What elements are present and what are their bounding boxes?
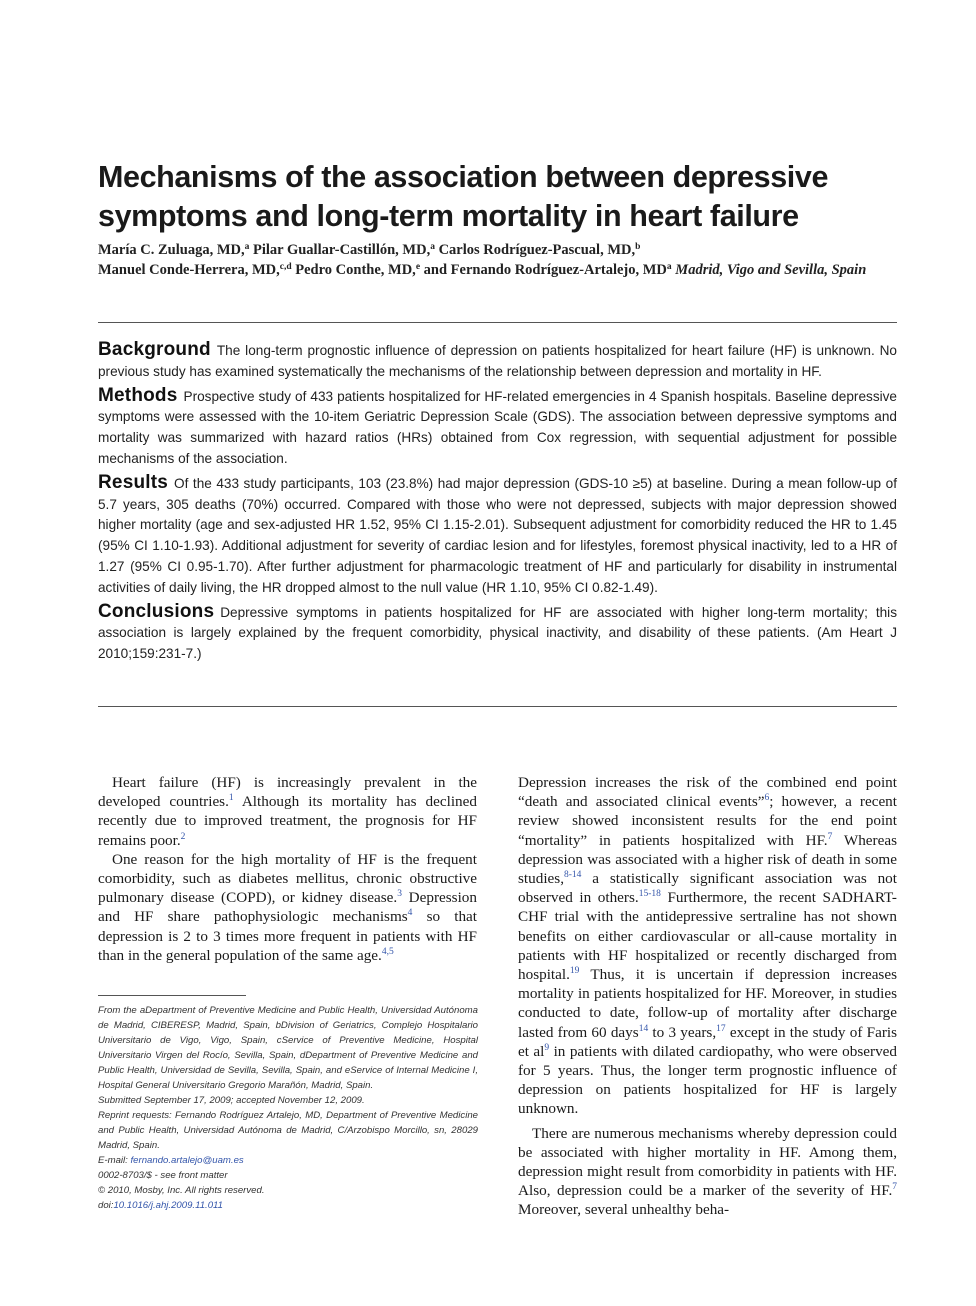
body-text: One reason for the high mortality of HF is the frequent comorbidity, such as diabetes mellitus, chronic obstructive pulmonary disease (COPD), or kidney disease. [98,850,477,907]
citation-link[interactable]: 7 [827,831,833,842]
affiliation-mark: b [635,242,641,252]
email-note [98,1153,478,1168]
body-text: Heart failure (HF) is increasingly prevalent in the developed countries. [98,774,477,811]
issn-note: 0002-8703/$ - see front matter [98,1170,228,1181]
doi-label: doi: [98,1200,114,1211]
body-text: Thus, it is uncertain if depression increases mortality in patients hospitalized for HF. Moreover, in studies conducted to date, follow-up of mortality after discharge lasted from 60 days [518,966,897,1041]
citation-link[interactable]: 6 [764,793,770,804]
abstract-conclusions [98,602,897,665]
abstract-bottom-rule [98,706,897,707]
body-column-left [98,773,477,965]
affiliation-mark: a [430,242,435,252]
abstract [98,340,897,668]
abstract-text: Of the 433 study participants, 103 (23.8%) had major depression (GDS-10 ≥5) at baseline. During a mean follow-up of 5.7 years, 305 deaths (70%) occurred. Compared with those who were not depressed, subjects with major depression showed higher mortality (age and sex-adjusted HR 1.52, 95% CI 1.15-2.01). Subsequent adjustment for comorbidity reduced the HR to 1.45 (95% CI 1.10-1.93). Additional adjustment for severity of cardiac lesion and for lifestyles, foremost physical inactivity, led to a HR of 1.27 (95% CI 0.95-1.70). After further adjustment for pharmacologic treatment of HF and particularly for disability in instrumental activities of daily living, the HR dropped almost to the null value (HR 1.10, 95% CI 0.82-1.49). [98,475,897,595]
body-paragraph [98,773,477,850]
reprint-note: Reprint requests: Fernando Rodríguez Artalejo, MD, Department of Preventive Medicine and Public Health, Universidad Autónoma de Madrid, C/Arzobispo Morcillo, sn, 28029 Madrid, Spain. [98,1110,478,1151]
affiliation-mark: a [666,262,672,272]
citation-link[interactable]: 2 [180,831,186,842]
affiliations-note: From the aDepartment of Preventive Medicine and Public Health, Universidad Autónoma de Madrid, CIBERESP, Madrid, Spain, bDivision of Geriatrics, Complejo Hospitalario Universitario de Vigo, Vigo, Spain, cService of Preventive Medicine, Hospital Universitario Virgen del Rocío, Sevilla, Spain, dDepartment of Preventive Medicine and Public Health, Universidad de Sevilla, Sevilla, Spain, and eService of Internal Medicine I, Hospital General Universitario Gregorio Marañón, Madrid, Spain. [98,1005,478,1091]
body-text: Furthermore, the recent SADHART-CHF trial with the antidepressive sertraline has not shown benefits on either cardiovascular or all-cause mortality in patients with HF hospitalized or recently discharged from hospital. [518,889,897,984]
citation-link[interactable]: 7 [892,1182,897,1193]
citation-link[interactable]: 14 [638,1023,649,1034]
body-text: to 3 years, [648,1023,717,1041]
body-text: a statistically significant association was not observed in others. [518,870,897,907]
abstract-heading: Background [98,339,211,360]
citation-link[interactable]: 4 [407,908,413,919]
email-label: E-mail: [98,1155,131,1166]
body-text: Depression and HF share pathophysiologic mechanisms [98,889,477,926]
affiliation-mark: a [244,242,250,252]
copyright-note: © 2010, Mosby, Inc. All rights reserved. [98,1185,265,1196]
body-paragraph [98,850,477,965]
abstract-text: The long-term prognostic influence of depression on patients hospitalized for heart failure (HF) is unknown. No previous study has examined systematically the mechanisms of the relationship between depression and mortality in HF. [98,343,897,379]
article-title: Mechanisms of the association between depressive symptoms and long-term mortality in heart failure [98,160,829,233]
body-text: Whereas depression was associated with a higher risk of death in some studies, [518,831,897,888]
doi-link[interactable]: 10.1016/j.ahj.2009.11.011 [113,1200,224,1211]
abstract-text: Depressive symptoms in patients hospitalized for HF are associated with higher long-term mortality; this association is largely explained by the frequent comorbidity, physical inactivity, and disability of these patients. (Am Heart J 2010;159:231-7.) [98,604,897,662]
author-name: Carlos Rodríguez-Pascual, MD, [438,242,636,258]
body-text: Moreover, several unhealthy beha- [518,1201,730,1219]
citation-link[interactable]: 17 [716,1023,726,1034]
affiliation-mark: e [415,262,421,272]
body-text: so that depression is 2 to 3 times more frequent in patients with HF than in the general population of the same age. [98,908,477,964]
author-location: Madrid, Vigo and Sevilla, Spain [675,262,867,278]
citation-link[interactable]: 9 [544,1042,550,1053]
author-name: Manuel Conde-Herrera, MD, [98,262,280,278]
body-text: except in the study of Faris et al [518,1023,898,1060]
author-list [98,240,898,280]
abstract-background [98,340,897,383]
footnotes [98,1003,478,1213]
body-text: in patients with dilated cardiopathy, who were observed for 5 years. Thus, the longer term prognostic influence of depression on patients hospitalized for HF is largely unknown. [518,1042,898,1118]
abstract-heading: Results [98,471,169,493]
body-text: There are numerous mechanisms whereby depression could be associated with higher mortality in HF. Among them, depression might result from comorbidity in patients with HF. Also, depression could be a marker of the severity of HF. [518,1124,897,1200]
abstract-heading: Conclusions [98,600,215,622]
citation-link[interactable]: 15-18 [638,889,661,900]
abstract-heading: Methods [98,384,178,406]
abstract-top-rule [98,322,897,323]
abstract-results [98,473,897,599]
citation-link[interactable]: 1 [228,793,234,804]
body-paragraph [518,773,897,1119]
author-name: María C. Zuluaga, MD, [98,242,245,258]
abstract-methods [98,386,897,470]
abstract-text: Prospective study of 433 patients hospitalized for HF-related emergencies in 4 Spanish hospitals. Baseline depressive symptoms were assessed with the 10-item Geriatric Depression Scale (GDS). The association between depressive symptoms and mortality was summarized with hazard ratios (HRs) obtained from Cox regression, with sequential adjustment for possible mechanisms of the association. [98,388,897,466]
body-text: ; however, a recent review showed inconsistent results for the end point “mortality” in patients hospitalized with HF. [518,793,897,849]
affiliation-mark: c,d [279,262,292,272]
body-paragraph [518,1124,897,1220]
email-link[interactable]: fernando.artalejo@uam.es [130,1155,244,1166]
citation-link[interactable]: 3 [397,889,402,900]
doi-note [98,1198,478,1213]
submitted-note: Submitted September 17, 2009; accepted November 12, 2009. [98,1095,365,1106]
author-name: and Fernando Rodríguez-Artalejo, MD [423,262,667,278]
body-text: Depression increases the risk of the combined end point “death and associated clinical events” [518,774,897,811]
body-text: Although its mortality has declined recently due to improved treatment, the prognosis for HF remains poor. [98,793,477,849]
citation-link[interactable]: 4,5 [381,946,394,957]
author-name: Pilar Guallar-Castillón, MD, [252,242,431,258]
footnote-rule [98,995,246,996]
citation-link[interactable]: 8-14 [564,870,582,881]
body-column-right [518,773,897,1220]
citation-link[interactable]: 19 [569,966,580,977]
author-name: Pedro Conthe, MD, [295,262,416,278]
